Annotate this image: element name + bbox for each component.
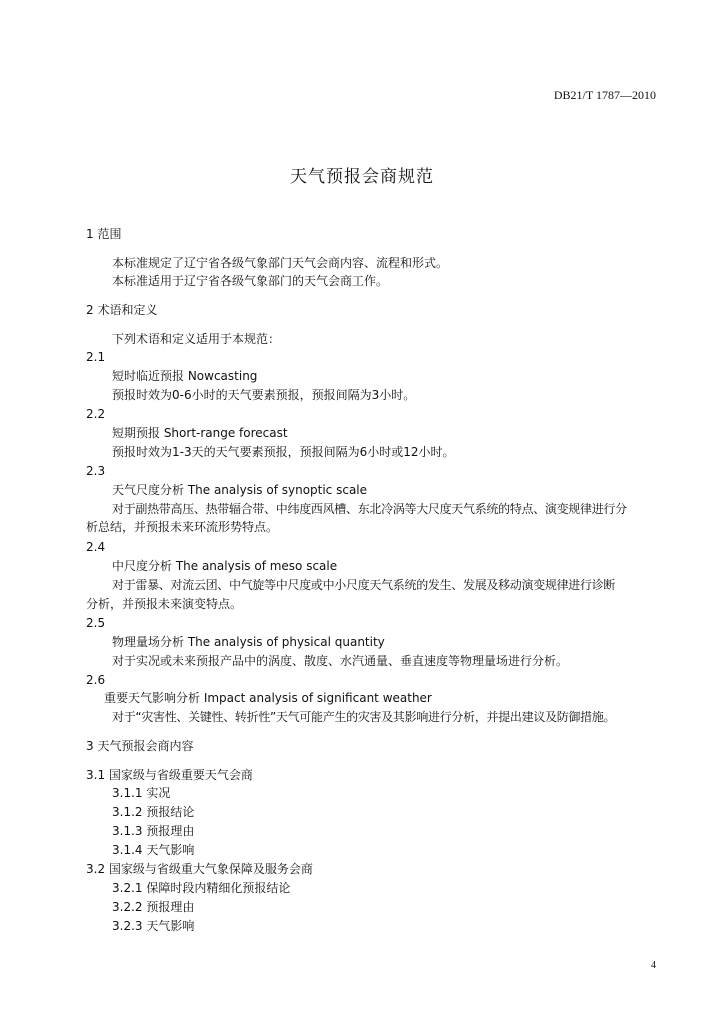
page-number: 4 [651,960,656,971]
list-item: 3.1.3 预报理由 [112,824,195,838]
paragraph-line: 下列术语和定义适用于本规范： [112,332,281,346]
list-item: 3.2.1 保障时段内精细化预报结论 [112,881,291,895]
list-item: 3.2.2 预报理由 [112,900,195,914]
section-heading: 2 术语和定义 [86,303,158,317]
document-title: 天气预报会商规范 [290,167,434,187]
list-item: 3.1.4 天气影响 [112,843,195,857]
paragraph-line: 本标准适用于辽宁省各级气象部门的天气会商工作。 [112,274,389,288]
term-line: 短期预报 Short-range forecast [112,426,288,440]
term-line: 短时临近预报 Nowcasting [112,369,258,383]
clause-number: 2.5 [86,616,106,630]
clause-number: 2.1 [86,350,106,364]
section-heading: 1 范围 [86,227,122,241]
clause-number: 2.3 [86,464,106,478]
subsection-heading: 3.2 国家级与省级重大气象保障及服务会商 [86,862,313,876]
paragraph-line: 对于雷暴、对流云团、中气旋等中尺度或中小尺度天气系统的发生、发展及移动演变规律进行诊断 [112,578,616,592]
clause-number: 2.2 [86,407,106,421]
list-item: 3.2.3 天气影响 [112,919,195,933]
paragraph-line: 对于副热带高压、热带辐合带、中纬度西风槽、东北冷涡等大尺度天气系统的特点、演变规律进行分 [112,502,627,516]
paragraph-line: 析总结，并预报未来环流形势特点。 [86,520,279,534]
paragraph-line: 对于实况或未来预报产品中的涡度、散度、水汽通量、垂直速度等物理量场进行分析。 [112,654,569,668]
document-code: DB21/T 1787—2010 [553,88,656,102]
list-item: 3.1.1 实况 [112,786,171,800]
clause-number: 2.6 [86,673,106,687]
paragraph-line: 对于“灾害性、关键性、转折性”天气可能产生的灾害及其影响进行分析，并提出建议及防御措施。 [112,710,616,724]
paragraph-line: 本标准规定了辽宁省各级气象部门天气会商内容、流程和形式。 [112,256,449,270]
list-item: 3.1.2 预报结论 [112,805,195,819]
paragraph-line: 预报时效为0-6小时的天气要素预报，预报间隔为3小时。 [112,388,416,402]
section-heading: 3 天气预报会商内容 [86,739,194,753]
term-line: 中尺度分析 The analysis of meso scale [112,559,338,573]
clause-number: 2.4 [86,540,106,554]
term-line: 天气尺度分析 The analysis of synoptic scale [112,483,368,497]
term-line: 重要天气影响分析 Impact analysis of significant weather [104,691,432,705]
term-line: 物理量场分析 The analysis of physical quantity [112,635,385,649]
paragraph-line: 分析，并预报未来演变特点。 [86,597,243,611]
subsection-heading: 3.1 国家级与省级重要天气会商 [86,768,253,782]
paragraph-line: 预报时效为1-3天的天气要素预报，预报间隔为6小时或12小时。 [112,445,455,459]
